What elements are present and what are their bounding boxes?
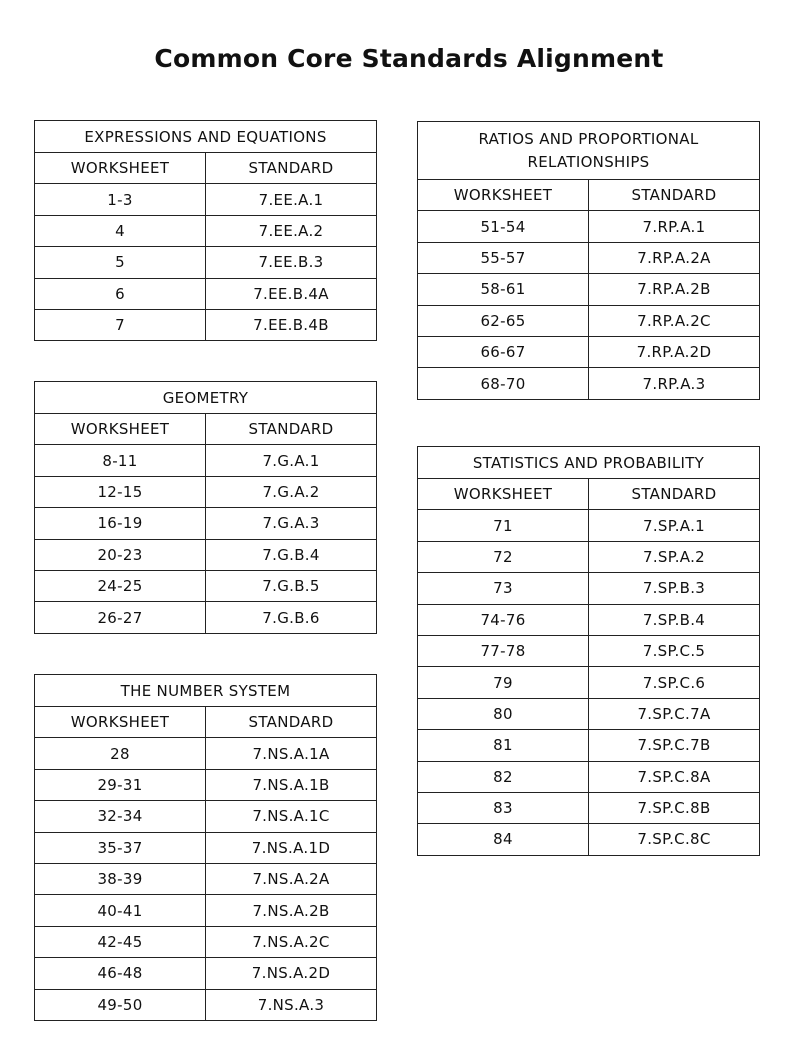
table-row bbox=[35, 863, 377, 894]
table-row bbox=[35, 989, 377, 1020]
table-row bbox=[418, 305, 760, 336]
table-row bbox=[35, 602, 377, 633]
table-title-line-2: RELATIONSHIPS bbox=[527, 152, 650, 171]
standard-cell: 7.RP.A.2D bbox=[589, 336, 760, 367]
standard-cell: 7.NS.A.1B bbox=[206, 769, 377, 800]
worksheet-cell: 12-15 bbox=[35, 476, 206, 507]
table-row bbox=[418, 274, 760, 305]
worksheet-cell: 62-65 bbox=[418, 305, 589, 336]
table-row bbox=[418, 368, 760, 399]
table-row bbox=[418, 667, 760, 698]
table-title: STATISTICS AND PROBABILITY bbox=[418, 447, 760, 479]
worksheet-cell: 5 bbox=[35, 247, 206, 278]
table-row bbox=[418, 730, 760, 761]
standard-cell: 7.SP.C.8C bbox=[589, 824, 760, 855]
standard-cell: 7.G.A.1 bbox=[206, 445, 377, 476]
table-row bbox=[418, 635, 760, 666]
table-row bbox=[418, 573, 760, 604]
standard-cell: 7.G.B.4 bbox=[206, 539, 377, 570]
standard-cell: 7.EE.B.4B bbox=[206, 309, 377, 340]
standard-cell: 7.NS.A.2C bbox=[206, 926, 377, 957]
standard-cell: 7.RP.A.1 bbox=[589, 211, 760, 242]
standard-cell: 7.RP.A.2C bbox=[589, 305, 760, 336]
worksheet-cell: 74-76 bbox=[418, 604, 589, 635]
standard-cell: 7.EE.B.4A bbox=[206, 278, 377, 309]
table-row bbox=[35, 476, 377, 507]
worksheet-column-header: WORKSHEET bbox=[418, 180, 589, 211]
table-row bbox=[35, 801, 377, 832]
table-row bbox=[418, 792, 760, 823]
worksheet-cell: 80 bbox=[418, 698, 589, 729]
standard-column-header: STANDARD bbox=[206, 153, 377, 184]
worksheet-cell: 28 bbox=[35, 738, 206, 769]
standard-cell: 7.SP.A.1 bbox=[589, 510, 760, 541]
table-row bbox=[35, 278, 377, 309]
worksheet-cell: 49-50 bbox=[35, 989, 206, 1020]
worksheet-cell: 71 bbox=[418, 510, 589, 541]
worksheet-cell: 73 bbox=[418, 573, 589, 604]
standard-cell: 7.G.B.5 bbox=[206, 570, 377, 601]
table-row bbox=[35, 958, 377, 989]
worksheet-cell: 38-39 bbox=[35, 863, 206, 894]
worksheet-cell: 79 bbox=[418, 667, 589, 698]
worksheet-cell: 66-67 bbox=[418, 336, 589, 367]
standard-cell: 7.RP.A.3 bbox=[589, 368, 760, 399]
standard-column-header: STANDARD bbox=[206, 414, 377, 445]
standard-cell: 7.NS.A.2A bbox=[206, 863, 377, 894]
standard-cell: 7.SP.C.5 bbox=[589, 635, 760, 666]
standard-cell: 7.SP.C.8B bbox=[589, 792, 760, 823]
worksheet-cell: 1-3 bbox=[35, 184, 206, 215]
standard-cell: 7.G.A.3 bbox=[206, 508, 377, 539]
table-title: THE NUMBER SYSTEM bbox=[35, 675, 377, 707]
worksheet-cell: 29-31 bbox=[35, 769, 206, 800]
standard-column-header: STANDARD bbox=[206, 707, 377, 738]
worksheet-cell: 24-25 bbox=[35, 570, 206, 601]
table-title: EXPRESSIONS AND EQUATIONS bbox=[35, 121, 377, 153]
worksheet-cell: 7 bbox=[35, 309, 206, 340]
worksheet-cell: 35-37 bbox=[35, 832, 206, 863]
standard-cell: 7.EE.A.2 bbox=[206, 215, 377, 246]
table-title-line-1: RATIOS AND PROPORTIONAL bbox=[478, 129, 699, 148]
standard-cell: 7.EE.A.1 bbox=[206, 184, 377, 215]
table-row bbox=[35, 769, 377, 800]
table-row bbox=[35, 309, 377, 340]
worksheet-column-header: WORKSHEET bbox=[35, 707, 206, 738]
standard-cell: 7.G.B.6 bbox=[206, 602, 377, 633]
worksheet-cell: 72 bbox=[418, 541, 589, 572]
table-row bbox=[418, 211, 760, 242]
table-row bbox=[418, 604, 760, 635]
worksheet-cell: 82 bbox=[418, 761, 589, 792]
worksheet-cell: 6 bbox=[35, 278, 206, 309]
standard-cell: 7.NS.A.1A bbox=[206, 738, 377, 769]
worksheet-column-header: WORKSHEET bbox=[35, 414, 206, 445]
worksheet-cell: 55-57 bbox=[418, 242, 589, 273]
standard-cell: 7.SP.C.6 bbox=[589, 667, 760, 698]
table-row bbox=[418, 510, 760, 541]
worksheet-cell: 46-48 bbox=[35, 958, 206, 989]
standard-cell: 7.NS.A.1C bbox=[206, 801, 377, 832]
table-row bbox=[418, 336, 760, 367]
table-row bbox=[35, 445, 377, 476]
standard-cell: 7.SP.C.7B bbox=[589, 730, 760, 761]
standard-cell: 7.SP.C.7A bbox=[589, 698, 760, 729]
standard-cell: 7.SP.B.3 bbox=[589, 573, 760, 604]
standard-cell: 7.NS.A.3 bbox=[206, 989, 377, 1020]
standard-cell: 7.NS.A.2B bbox=[206, 895, 377, 926]
standard-cell: 7.NS.A.2D bbox=[206, 958, 377, 989]
worksheet-column-header: WORKSHEET bbox=[418, 479, 589, 510]
table-row bbox=[35, 508, 377, 539]
standard-cell: 7.EE.B.3 bbox=[206, 247, 377, 278]
table-row bbox=[35, 570, 377, 601]
standard-cell: 7.RP.A.2A bbox=[589, 242, 760, 273]
standard-column-header: STANDARD bbox=[589, 180, 760, 211]
worksheet-cell: 40-41 bbox=[35, 895, 206, 926]
worksheet-cell: 77-78 bbox=[418, 635, 589, 666]
standard-cell: 7.SP.C.8A bbox=[589, 761, 760, 792]
worksheet-cell: 84 bbox=[418, 824, 589, 855]
page-title: Common Core Standards Alignment bbox=[154, 44, 664, 73]
table-row bbox=[35, 832, 377, 863]
table-row bbox=[35, 539, 377, 570]
table-row bbox=[35, 738, 377, 769]
table-row bbox=[418, 541, 760, 572]
table-row bbox=[418, 242, 760, 273]
number-system-table bbox=[34, 674, 377, 1021]
table-row bbox=[418, 824, 760, 855]
geometry-table bbox=[34, 381, 377, 634]
table-row bbox=[35, 926, 377, 957]
standard-cell: 7.SP.A.2 bbox=[589, 541, 760, 572]
expressions-equations-table bbox=[34, 120, 377, 341]
ratios-proportional-table bbox=[417, 121, 760, 400]
worksheet-column-header: WORKSHEET bbox=[35, 153, 206, 184]
table-title bbox=[418, 122, 760, 180]
standard-column-header: STANDARD bbox=[589, 479, 760, 510]
worksheet-cell: 83 bbox=[418, 792, 589, 823]
table-row bbox=[35, 247, 377, 278]
worksheet-cell: 4 bbox=[35, 215, 206, 246]
standard-cell: 7.G.A.2 bbox=[206, 476, 377, 507]
worksheet-cell: 20-23 bbox=[35, 539, 206, 570]
worksheet-cell: 32-34 bbox=[35, 801, 206, 832]
standard-cell: 7.RP.A.2B bbox=[589, 274, 760, 305]
table-title: GEOMETRY bbox=[35, 382, 377, 414]
worksheet-cell: 58-61 bbox=[418, 274, 589, 305]
worksheet-cell: 16-19 bbox=[35, 508, 206, 539]
worksheet-cell: 26-27 bbox=[35, 602, 206, 633]
table-row bbox=[35, 184, 377, 215]
standard-cell: 7.NS.A.1D bbox=[206, 832, 377, 863]
worksheet-cell: 68-70 bbox=[418, 368, 589, 399]
table-row bbox=[418, 761, 760, 792]
worksheet-cell: 51-54 bbox=[418, 211, 589, 242]
table-row bbox=[418, 698, 760, 729]
table-row bbox=[35, 895, 377, 926]
table-row bbox=[35, 215, 377, 246]
worksheet-cell: 42-45 bbox=[35, 926, 206, 957]
standard-cell: 7.SP.B.4 bbox=[589, 604, 760, 635]
worksheet-cell: 81 bbox=[418, 730, 589, 761]
statistics-probability-table bbox=[417, 446, 760, 856]
worksheet-cell: 8-11 bbox=[35, 445, 206, 476]
